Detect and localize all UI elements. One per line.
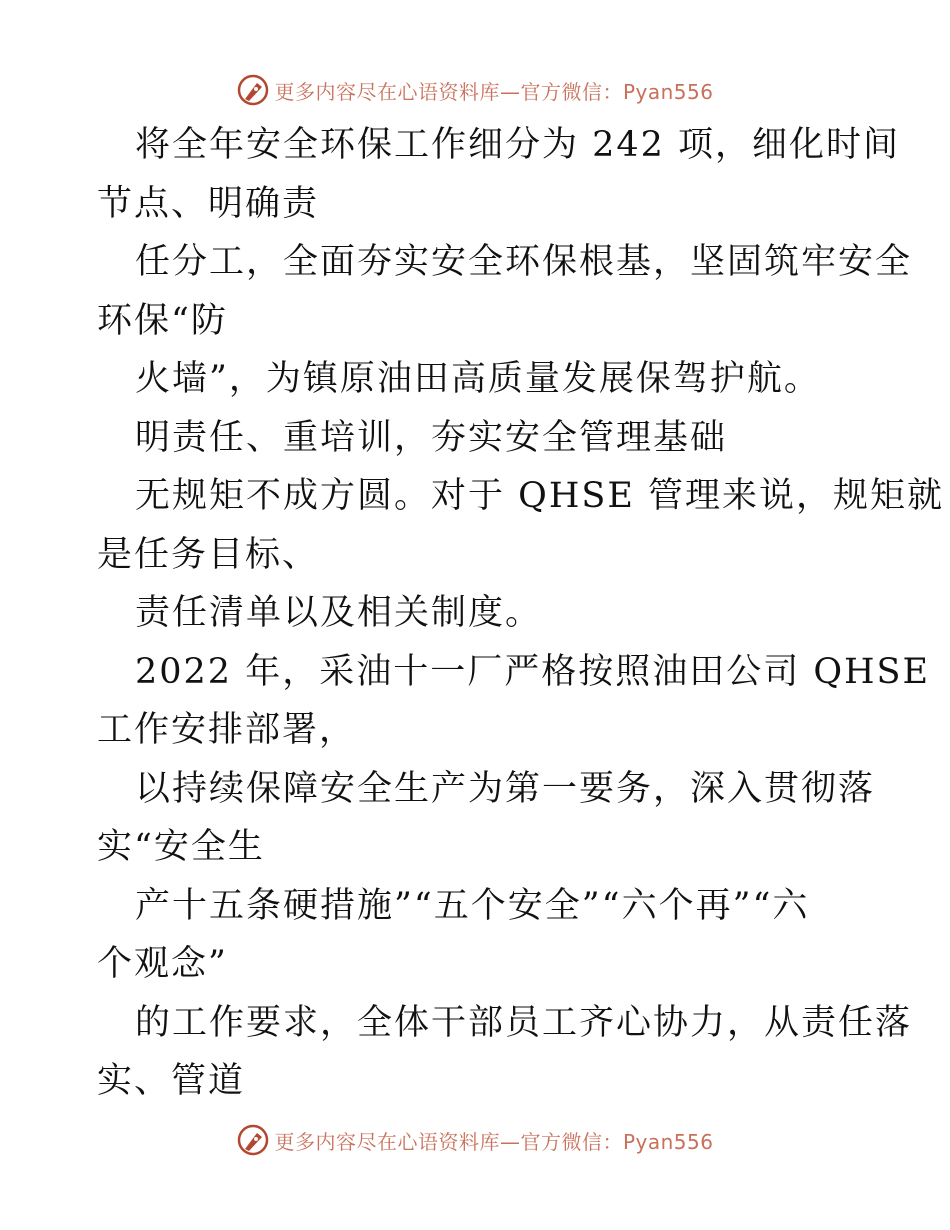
header-watermark-banner: [0, 70, 950, 110]
text-line: 实、管道: [97, 1061, 246, 1101]
text-line: 是任务目标、: [97, 534, 320, 575]
text-line: 责任清单以及相关制度。: [135, 593, 543, 633]
document-body: [97, 116, 944, 1111]
text-line: 明责任、重培训，夯实安全管理基础: [135, 417, 728, 458]
text-line: 的工作要求，全体干部员工齐心协力，从责任落: [135, 1002, 913, 1043]
text-line: 火墙”，为镇原油田高质量发展保驾护航。: [135, 359, 821, 399]
text-line: 环保“防: [97, 300, 228, 341]
text-line: 2022 年，采油十一厂严格按照油田公司 QHSE: [135, 651, 931, 692]
footer-watermark-banner: [0, 1120, 950, 1160]
text-line: 以持续保障安全生产为第一要务，深入贯彻落: [135, 768, 876, 809]
text-line: 将全年安全环保工作细分为 242 项，细化时间: [135, 125, 901, 165]
watermark-text: 更多内容尽在心语资料库—官方微信：Pyan556: [274, 1129, 714, 1154]
text-line: 个观念”: [97, 944, 228, 984]
text-line: 节点、明确责: [97, 183, 320, 224]
text-line: 工作安排部署，: [97, 710, 357, 750]
text-line: 实“安全生: [97, 827, 265, 867]
text-line: 任分工，全面夯实安全环保根基，坚固筑牢安全: [135, 242, 913, 282]
text-line: 无规矩不成方圆。对于 QHSE 管理来说，规矩就: [135, 476, 944, 516]
watermark-text: 更多内容尽在心语资料库—官方微信：Pyan556: [274, 79, 714, 104]
pen-nib-circle-icon: [236, 1123, 270, 1157]
pen-nib-circle-icon: [236, 73, 270, 107]
text-line: 产十五条硬措施”“五个安全”“六个再”“六: [135, 885, 810, 926]
